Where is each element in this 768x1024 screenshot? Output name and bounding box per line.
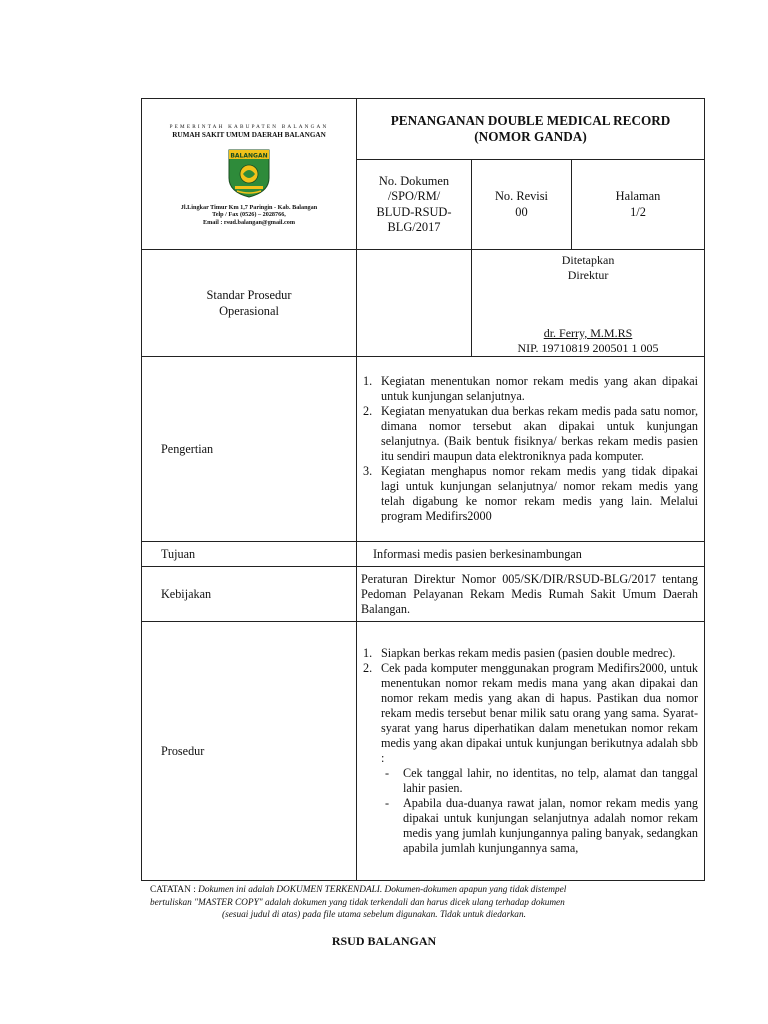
kebijakan-label: Kebijakan (142, 567, 357, 622)
page-cell: Halaman 1/2 (572, 160, 705, 250)
document-note: CATATAN : Dokumen ini adalah DOKUMEN TERKENDALI. Dokumen-dokumen apapun yang tidak distempel bertuliskan "MASTER COPY" adalah dokumen yang tidak terkendali dan harus dicek ulang terhadap dokumen (sesuai judul di atas) pada file utama sebelum digunakan. Tidak untuk diedarkan. (150, 885, 567, 920)
list-item: - Apabila dua-duanya rawat jalan, nomor rekam medis yang dipakai untuk kunjungan selanjutnya adalah nomor rekam medis yang jumlah kunjungannya paling banyak, sedangkan apabila jumlah kunjungannya sama, (385, 796, 699, 855)
balangan-logo (225, 148, 273, 198)
page-footer: RSUD BALANGAN (331, 934, 437, 948)
director-name: dr. Ferry, M.M.RS (543, 326, 633, 340)
list-item: - Cek tanggal lahir, no identitas, no telp, alamat dan tanggal lahir pasien. (385, 766, 699, 795)
list-item: 2. Cek pada komputer menggunakan program Medifirs2000, untuk menentukan nomor rekam medis mana yang akan dipakai dan nomor rekam medis yang akan di hapus. Pastikan dua nomor rekam medis tersebut benar milik satu orang yang sama. Syarat- syarat yang harus diperhatikan dalam menetukan nomor rekam medis yang akan dipakai untuk kunjungan berikutnya adalah sbb : - Cek tanggal lahir, no identitas, no telp, alamat dan tanggal lahir pasien. - Apabila dua-duanya rawat jalan, nomor rekam medis yang dipakai untuk kunjungan selanjutnya adalah nomor rekam medis yang jumlah kunjungannya paling banyak, sedangkan apabila jumlah kunjungannya sama, (363, 661, 699, 855)
prosedur-label: Prosedur (142, 622, 357, 881)
sop-label-cell: Standar Prosedur Operasional (142, 250, 357, 357)
director-nip: NIP. 19710819 200501 1 005 (517, 341, 659, 355)
empty-cell (357, 250, 472, 357)
document-title: PENANGANAN DOUBLE MEDICAL RECORD (NOMOR GANDA) (357, 99, 705, 160)
pengertian-label: Pengertian (142, 357, 357, 542)
kebijakan-content: Peraturan Direktur Nomor 005/SK/DIR/RSUD-BLG/2017 tentang Pedoman Pelayanan Rekam Medis Rumah Sakit Umum Daerah Balangan. (357, 567, 705, 622)
hospital-name: RUMAH SAKIT UMUM DAERAH BALANGAN (172, 130, 326, 139)
hospital-header (142, 99, 357, 250)
note-prefix: CATATAN : (150, 885, 199, 895)
phone-line: Telp / Fax (0526) – 2028766, (212, 211, 286, 219)
prosedur-content (357, 622, 705, 881)
document-number-cell: No. Dokumen /SPO/RM/ BLUD-RSUD- BLG/2017 (357, 160, 472, 250)
sop-document (141, 98, 704, 881)
list-item: 1. Siapkan berkas rekam medis pasien (pasien double medrec). (363, 646, 676, 660)
pengertian-content (357, 357, 705, 542)
approval-cell: Ditetapkan Direktur dr. Ferry, M.M.RS NIP. 19710819 200501 1 005 (472, 250, 705, 357)
list-item: 3. Kegiatan menghapus nomor rekam medis yang tidak dipakai lagi untuk kunjungan selanjutnya/ nomor rekam medis yang telah digabung ke nomor rekam medis yang lain. Melalui program Medifirs2000 (363, 464, 699, 523)
tujuan-label: Tujuan (142, 542, 357, 567)
sop-table (141, 98, 705, 881)
address-line: Jl.Lingkar Timur Km 1,7 Paringin - Kab. Balangan (180, 203, 318, 211)
list-item: 1. Kegiatan menentukan nomor rekam medis yang akan dipakai untuk kunjungan selanjutnya. (363, 374, 699, 403)
logo-text: BALANGAN (230, 152, 268, 160)
government-name: PEMERINTAH KABUPATEN BALANGAN (169, 123, 329, 130)
email-line: Email : rsud.balangan@gmail.com (202, 218, 296, 226)
revision-cell: No. Revisi 00 (472, 160, 572, 250)
tujuan-content: Informasi medis pasien berkesinambungan (357, 542, 705, 567)
list-item: 2. Kegiatan menyatukan dua berkas rekam medis pada satu nomor, dimana nomor tersebut akan dipakai untuk kunjungan selanjutnya. (Baik bentuk fisiknya/ berkas rekam medis pasien itu sendiri maupun data elektroniknya pada komputer. (363, 404, 699, 463)
